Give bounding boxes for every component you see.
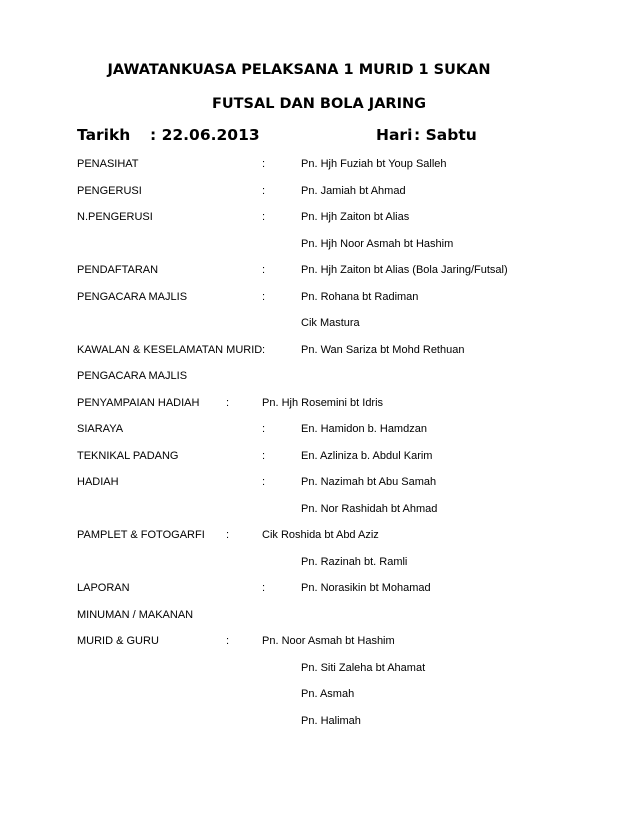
member-name: Pn. Rohana bt Radiman [301,291,419,303]
committee-row [0,715,638,735]
document-subtitle: FUTSAL DAN BOLA JARING [211,96,427,112]
role-label: PENYAMPAIAN HADIAH [77,397,200,409]
committee-row [0,423,638,443]
member-name: Pn. Siti Zaleha bt Ahamat [301,662,426,674]
committee-row [0,609,638,629]
member-name: Pn. Halimah [301,715,361,727]
committee-row [0,185,638,205]
member-name: En. Hamidon b. Hamdzan [301,423,427,435]
role-label: TEKNIKAL PADANG [77,450,179,462]
role-label: PENGERUSI [77,185,142,197]
colon: : [262,264,266,276]
hari-label: Hari [376,126,413,144]
member-name: Pn. Nazimah bt Abu Samah [301,476,437,488]
committee-row [0,291,638,311]
member-name: En. Azliniza b. Abdul Karim [301,450,433,462]
committee-row [0,556,638,576]
member-name: Pn. Jamiah bt Ahmad [301,185,406,197]
committee-row [0,582,638,602]
colon: : [262,450,266,462]
role-label: LAPORAN [77,582,130,594]
colon: : [226,397,230,409]
role-label: KAWALAN & KESELAMATAN MURID [77,344,263,356]
colon: : [262,423,266,435]
member-name: Pn. Wan Sariza bt Mohd Rethuan [301,344,465,356]
committee-row [0,344,638,364]
colon: : [262,291,266,303]
committee-row [0,635,638,655]
committee-row [0,264,638,284]
member-name: Pn. Hjh Zaiton bt Alias [301,211,410,223]
committee-row [0,397,638,417]
tarikh-value: : 22.06.2013 [150,126,260,144]
role-label: SIARAYA [77,423,124,435]
committee-row [0,476,638,496]
member-name: Pn. Hjh Noor Asmah bt Hashim [301,238,454,250]
committee-row [0,503,638,523]
member-name: Pn. Norasikin bt Mohamad [301,582,431,594]
member-name: Pn. Asmah [301,688,355,700]
member-name: Pn. Hjh Zaiton bt Alias (Bola Jaring/Futsal) [301,264,508,276]
member-name: Pn. Noor Asmah bt Hashim [262,635,395,647]
tarikh-label: Tarikh [77,126,131,144]
colon: : [262,344,266,356]
role-label: HADIAH [77,476,119,488]
committee-row [0,529,638,549]
colon: : [262,582,266,594]
committee-row [0,662,638,682]
member-name: Pn. Nor Rashidah bt Ahmad [301,503,438,515]
role-label: PENGACARA MAJLIS [77,291,188,303]
member-name: Cik Roshida bt Abd Aziz [262,529,379,541]
role-label: PENGACARA MAJLIS [77,370,188,382]
member-name: Cik Mastura [301,317,360,329]
role-label: PENASIHAT [77,158,139,170]
member-name: Pn. Razinah bt. Ramli [301,556,408,568]
committee-row [0,211,638,231]
role-label: PAMPLET & FOTOGARFI [77,529,205,541]
role-label: N.PENGERUSI [77,211,153,223]
colon: : [226,635,230,647]
role-label: MINUMAN / MAKANAN [77,609,194,621]
committee-row [0,317,638,337]
colon: : [262,158,266,170]
committee-row [0,450,638,470]
member-name: Pn. Hjh Fuziah bt Youp Salleh [301,158,447,170]
role-label: MURID & GURU [77,635,159,647]
role-label: PENDAFTARAN [77,264,159,276]
committee-row [0,158,638,178]
document-title: JAWATANKUASA PELAKSANA 1 MURID 1 SUKAN [107,62,491,78]
member-name: Pn. Hjh Rosemini bt Idris [262,397,384,409]
hari-value: : Sabtu [414,126,477,144]
colon: : [262,185,266,197]
colon: : [226,529,230,541]
committee-row [0,370,638,390]
colon: : [262,476,266,488]
colon: : [262,211,266,223]
committee-row [0,238,638,258]
committee-row [0,688,638,708]
